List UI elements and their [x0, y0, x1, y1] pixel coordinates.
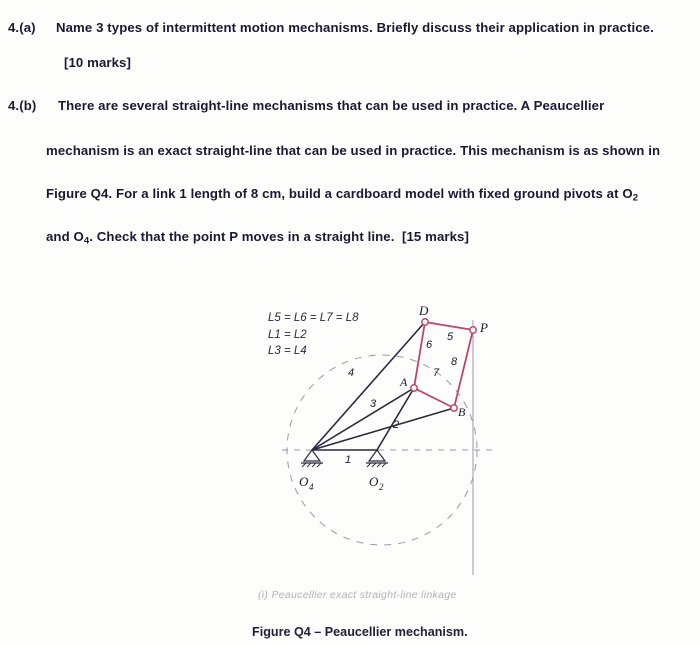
link-number-2: 2	[393, 419, 400, 431]
question-4b-line4-text-b: . Check that the point P moves in a straight line.	[89, 229, 395, 244]
link-4	[312, 322, 425, 450]
question-4a-marks: [10 marks]	[64, 55, 131, 70]
link-number-5: 5	[447, 331, 454, 343]
label-o4: O	[299, 474, 309, 489]
question-4b-line4-text-a: and O	[46, 229, 84, 244]
peaucellier-linkage-diagram	[262, 300, 562, 600]
label-o2: O	[369, 474, 379, 489]
legend-line-3: L3 = L4	[268, 345, 307, 358]
legend-line-2: L1 = L2	[268, 328, 307, 341]
question-4b-label: 4.(b)	[8, 98, 37, 113]
label-d: D	[419, 303, 429, 318]
question-4b-line2-row	[0, 143, 700, 160]
ground-pivot-o2	[366, 450, 388, 467]
question-4b-line1: There are several straight-line mechanisms that can be used in practice. A Peaucellier	[58, 98, 605, 113]
legend-line-1: L5 = L6 = L7 = L8	[268, 312, 359, 324]
question-4b-line4	[0, 229, 700, 247]
link-number-8: 8	[451, 356, 458, 368]
figure-caption: Figure Q4 – Peaucellier mechanism.	[252, 625, 468, 639]
pivot-o4-subscript: 4	[83, 235, 90, 247]
label-b: B	[458, 405, 466, 419]
link-number-7: 7	[433, 367, 440, 379]
rhombus-linkage	[414, 322, 473, 408]
ground-pivot-o4	[301, 450, 323, 467]
joint-b	[451, 405, 457, 411]
question-4b-line4-row	[0, 229, 700, 247]
link-o4-b	[312, 408, 454, 450]
figure-sub-caption: (i) Peaucellier exact straight-line linkage	[258, 589, 457, 601]
question-4b-line3-row	[0, 186, 700, 204]
question-4b-marks: [15 marks]	[402, 229, 469, 244]
joint-p	[470, 327, 476, 333]
question-4a-label: 4.(a)	[8, 20, 36, 35]
label-p: P	[480, 320, 488, 335]
question-4a	[0, 20, 700, 37]
pivot-o2-subscript: 2	[632, 192, 639, 204]
link-number-1: 1	[345, 454, 352, 466]
question-4a-marks-row	[0, 55, 700, 72]
question-4b	[0, 98, 700, 115]
question-4b-line3-text: Figure Q4. For a link 1 length of 8 cm, build a cardboard model with fixed ground pivots at O	[46, 186, 633, 201]
link-number-3: 3	[370, 398, 377, 410]
question-4b-line2: mechanism is an exact straight-line that can be used in practice. This mechanism is as shown in	[46, 143, 661, 158]
question-4a-text: Name 3 types of intermittent motion mechanisms. Briefly discuss their application in practice.	[56, 20, 654, 35]
label-o4-sub: 4	[309, 482, 314, 492]
joint-a	[411, 385, 417, 391]
label-o2-sub: 2	[379, 482, 384, 492]
link-number-4: 4	[348, 367, 355, 379]
label-a: A	[400, 375, 408, 389]
link-number-6: 6	[426, 339, 433, 351]
joint-d	[422, 319, 428, 325]
question-4b-line3	[0, 186, 700, 204]
